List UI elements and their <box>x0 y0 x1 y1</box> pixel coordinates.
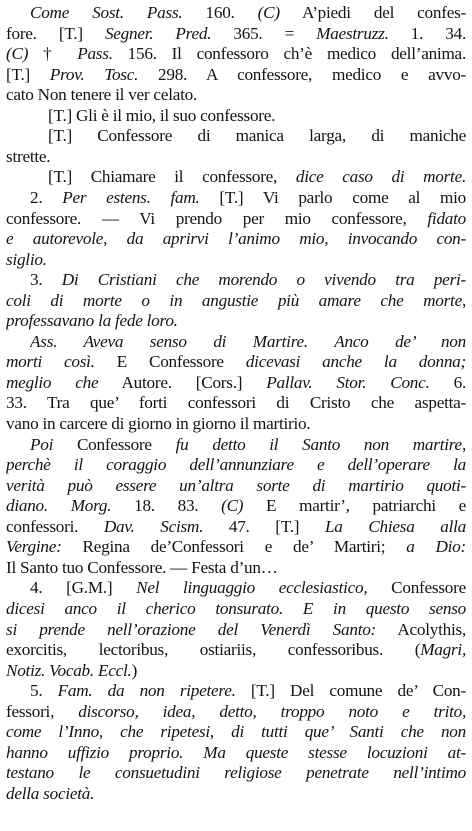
text-line <box>6 640 466 661</box>
italic-text-run: Nel linguaggio ecclesiastico, <box>136 578 368 598</box>
italic-text-run: dicevasi anche la donna; <box>245 352 466 372</box>
text-line <box>6 517 466 538</box>
text-run: 156. Il confessoro ch’è medico dell’anima. <box>112 44 466 64</box>
text-line <box>6 147 466 168</box>
text-line <box>6 702 466 723</box>
italic-text-run: Pass. <box>77 44 113 64</box>
text-run: cato Non tenere il ver celato. <box>6 85 198 105</box>
text-line <box>48 167 466 188</box>
text-line <box>6 784 466 805</box>
text-run: Il Santo tuo Confessore. — Festa d’un… <box>6 557 278 577</box>
text-run: 18. 83. <box>111 496 222 516</box>
text-line <box>30 578 466 599</box>
italic-text-run: si prende nell’orazione del Venerdì Santo: <box>6 619 377 639</box>
text-run: 33. Tra que’ forti confessori di Cristo che aspetta- <box>6 393 466 413</box>
text-run: fessori, <box>6 701 79 721</box>
text-line <box>6 743 466 764</box>
text-line <box>6 763 466 784</box>
text-line <box>6 414 466 435</box>
italic-text-run: La Chiesa alla <box>324 516 466 536</box>
text-line <box>6 476 466 497</box>
text-run: E martir’, patriarchi e <box>243 496 466 516</box>
italic-text-run: diano. Morg. <box>6 496 112 516</box>
text-run: Regina de’Confessori e de’ Martiri; <box>61 537 407 557</box>
text-run: E Confessore <box>94 352 246 372</box>
italic-text-run: testano le consuetudini religiose penetrate nell’intimo <box>6 763 466 783</box>
italic-text-run: dice caso di morte. <box>295 167 466 187</box>
text-run: [T.] Del comune de’ Con- <box>235 681 466 701</box>
italic-text-run: Ass. Aveva senso di Martire. Anco de’ non <box>30 331 466 351</box>
text-run: Autore. [Cors.] <box>98 372 267 392</box>
text-run: A’piedi del confes- <box>279 3 466 22</box>
italic-text-run: Notiz. Vocab. Eccl. <box>6 660 132 680</box>
text-run: confessore. — Vi prendo per mio confessore, <box>6 208 428 228</box>
italic-text-run: professavano la fede loro. <box>6 311 178 331</box>
italic-text-run: Segner. Pred. <box>104 23 212 43</box>
text-line <box>6 373 466 394</box>
italic-text-run: meglio che <box>6 372 99 392</box>
italic-text-run: (C) <box>221 496 244 516</box>
text-run: 365. = <box>211 23 317 43</box>
text-line <box>6 620 466 641</box>
text-run: [T.] <box>6 64 50 84</box>
text-run: confessori. <box>6 516 104 536</box>
text-line <box>30 332 466 353</box>
text-line <box>48 106 466 127</box>
italic-text-run: (C) <box>257 3 280 22</box>
text-run: [T.] Chiamare il confessore, <box>48 167 296 187</box>
text-run: 2. <box>30 187 63 207</box>
italic-text-run: hanno uffizio proprio. Ma queste stesse locuzioni at- <box>6 742 466 762</box>
italic-text-run: Fam. da non ripetere. <box>57 681 236 701</box>
text-line <box>6 661 466 682</box>
text-line <box>6 558 466 579</box>
italic-text-run: Dav. Scism. <box>103 516 204 536</box>
italic-text-run: Magri, <box>420 640 466 660</box>
italic-text-run: Di Cristiani che morendo o vivendo tra peri- <box>61 270 466 290</box>
text-line <box>30 270 466 291</box>
text-line <box>30 188 466 209</box>
text-line <box>6 537 466 558</box>
text-run: 160. <box>182 3 258 22</box>
italic-text-run: perchè il coraggio dell’annunziare e dell’operare la <box>6 455 466 475</box>
text-run: Confessore <box>53 434 176 454</box>
italic-text-run: a Dio: <box>406 537 466 557</box>
italic-text-run: Prov. Tosc. <box>49 64 139 84</box>
text-line <box>6 24 466 45</box>
text-run: [T.] Vi parlo come al mio <box>199 187 466 207</box>
text-line <box>6 352 466 373</box>
text-line <box>6 496 466 517</box>
italic-text-run: Per estens. fam. <box>62 187 200 207</box>
italic-text-run: Come Sost. Pass. <box>30 3 183 22</box>
text-line <box>6 722 466 743</box>
text-line <box>6 65 466 86</box>
text-line <box>6 311 466 332</box>
italic-text-run: verità può essere un’altra sorte di martirio quoti- <box>6 475 466 495</box>
italic-text-run: siglio. <box>6 249 47 269</box>
text-line <box>48 126 466 147</box>
italic-text-run: fu detto il Santo non martire, <box>175 434 466 454</box>
text-run: fore. [T.] <box>6 23 105 43</box>
text-run: ) <box>131 660 138 680</box>
italic-text-run: Maestruzz. <box>316 23 389 43</box>
text-run: 6. <box>429 372 466 392</box>
text-line <box>30 435 466 456</box>
text-line <box>30 681 466 702</box>
italic-text-run: e autorevole, da aprirvi l’animo mio, invocando con- <box>6 229 466 249</box>
italic-text-run: dicesi anco il cherico tonsurato. E in questo senso <box>6 598 466 618</box>
text-run: [T.] Gli è il mio, il suo confessore. <box>48 105 276 125</box>
italic-text-run: (C) <box>6 44 29 64</box>
italic-text-run: Poi <box>30 434 54 454</box>
italic-text-run: fidato <box>427 208 466 228</box>
text-run: Acolythis, <box>376 619 466 639</box>
text-line <box>6 85 466 106</box>
text-run: † <box>28 44 78 64</box>
italic-text-run: morti così. <box>6 352 95 372</box>
text-line <box>6 393 466 414</box>
text-run: 1. 34. <box>388 23 466 43</box>
text-run: [T.] Confessore di manica larga, di maniche <box>48 126 466 146</box>
text-line <box>6 44 466 65</box>
text-run: 4. [G.M.] <box>30 578 137 598</box>
text-run: Confessore <box>367 578 466 598</box>
text-run: 298. A confessore, medico e avvo- <box>138 64 466 84</box>
text-run: strette. <box>6 146 51 166</box>
text-line <box>6 209 466 230</box>
text-line <box>6 455 466 476</box>
italic-text-run: della società. <box>6 783 95 803</box>
text-line <box>6 229 466 250</box>
text-run: 3. <box>30 270 62 290</box>
text-line <box>6 291 466 312</box>
italic-text-run: Vergine: <box>6 537 62 557</box>
text-run: exorcitis, lectoribus, ostiariis, confessoribus. ( <box>6 640 421 660</box>
italic-text-run: Pallav. Stor. Conc. <box>266 372 430 392</box>
text-run: 47. [T.] <box>203 516 325 536</box>
italic-text-run: coli di morte o in angustie più amare che morte, <box>6 290 466 310</box>
text-run: vano in carcere di giorno in giorno il martirio. <box>6 414 311 433</box>
text-line <box>6 250 466 271</box>
italic-text-run: discorso, idea, detto, troppo noto e trito, <box>78 701 466 721</box>
italic-text-run: come l’Inno, che ripetesi, di tutti que’ Santi che non <box>6 722 466 742</box>
text-line <box>30 3 466 24</box>
text-run: 5. <box>30 681 58 701</box>
text-line <box>6 599 466 620</box>
